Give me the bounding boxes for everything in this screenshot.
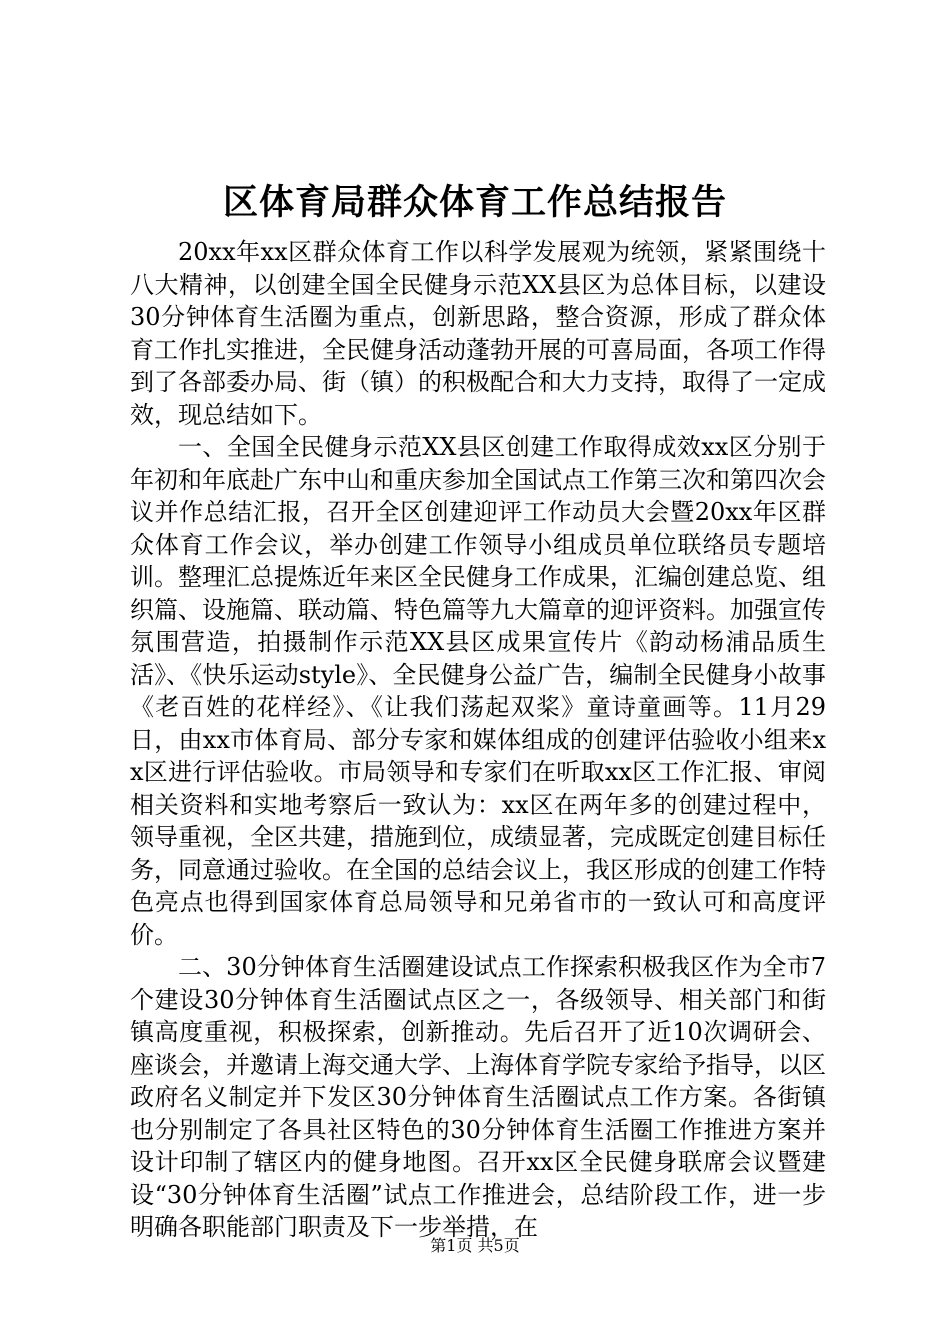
paragraph-section-1: 一、全国全民健身示范XX县区创建工作取得成效xx区分别于年初和年底赴广东中山和重庆参加全国试点工作第三次和第四次会议并作总结汇报，召开全区创建迎评工作动员大会暨20xx年区群众体育工作会议，举办创建工作领导小组成员单位联络员专题培训。整理汇总提炼近年来区全民健身工作成果，汇编创建总览、组织篇、设施篇、联动篇、特色篇等九大篇章的迎评资料。加强宣传氛围营造，拍摄制作示范XX县区成果宣传片《韵动杨浦品质生活》、《快乐运动style》、全民健身公益广告，编制全民健身小故事《老百姓的花样经》、《让我们荡起双桨》童诗童画等。11月29日，由xx市体育局、部分专家和媒体组成的创建评估验收小组来xx区进行评估验收。市局领导和专家们在听取xx区工作汇报、审阅相关资料和实地考察后一致认为：xx区在两年多的创建过程中，领导重视，全区共建，措施到位，成绩显著，完成既定创建目标任务，同意通过验收。在全国的总结会议上，我区形成的创建工作特色亮点也得到国家体育总局领导和兄弟省市的一致认可和高度评价。 xyxy=(130,433,826,949)
paragraph-intro: 20xx年xx区群众体育工作以科学发展观为统领，紧紧围绕十八大精神，以创建全国全民健身示范XX县区为总体目标，以建设30分钟体育生活圈为重点，创新思路，整合资源，形成了群众体育工作扎实推进，全民健身活动蓬勃开展的可喜局面，各项工作得到了各部委办局、街（镇）的积极配合和大力支持，取得了一定成效，现总结如下。 xyxy=(130,238,826,429)
paragraph-section-2: 二、30分钟体育生活圈建设试点工作探索积极我区作为全市7个建设30分钟体育生活圈试点区之一，各级领导、相关部门和街镇高度重视，积极探索，创新推动。先后召开了近10次调研会、座谈会，并邀请上海交通大学、上海体育学院专家给予指导，以区政府名义制定并下发区30分钟体育生活圈试点工作方案。各街镇也分别制定了各具社区特色的30分钟体育生活圈工作推进方案并设计印制了辖区内的健身地图。召开xx区全民健身联席会议暨建设“30分钟体育生活圈”试点工作推进会，总结阶段工作，进一步明确各职能部门职责及下一步举措，在 xyxy=(130,953,826,1241)
document-body xyxy=(130,236,826,1244)
page-number-footer: 第1页 共5页 xyxy=(430,1236,520,1255)
document-title: 区体育局群众体育工作总结报告 xyxy=(222,182,727,223)
